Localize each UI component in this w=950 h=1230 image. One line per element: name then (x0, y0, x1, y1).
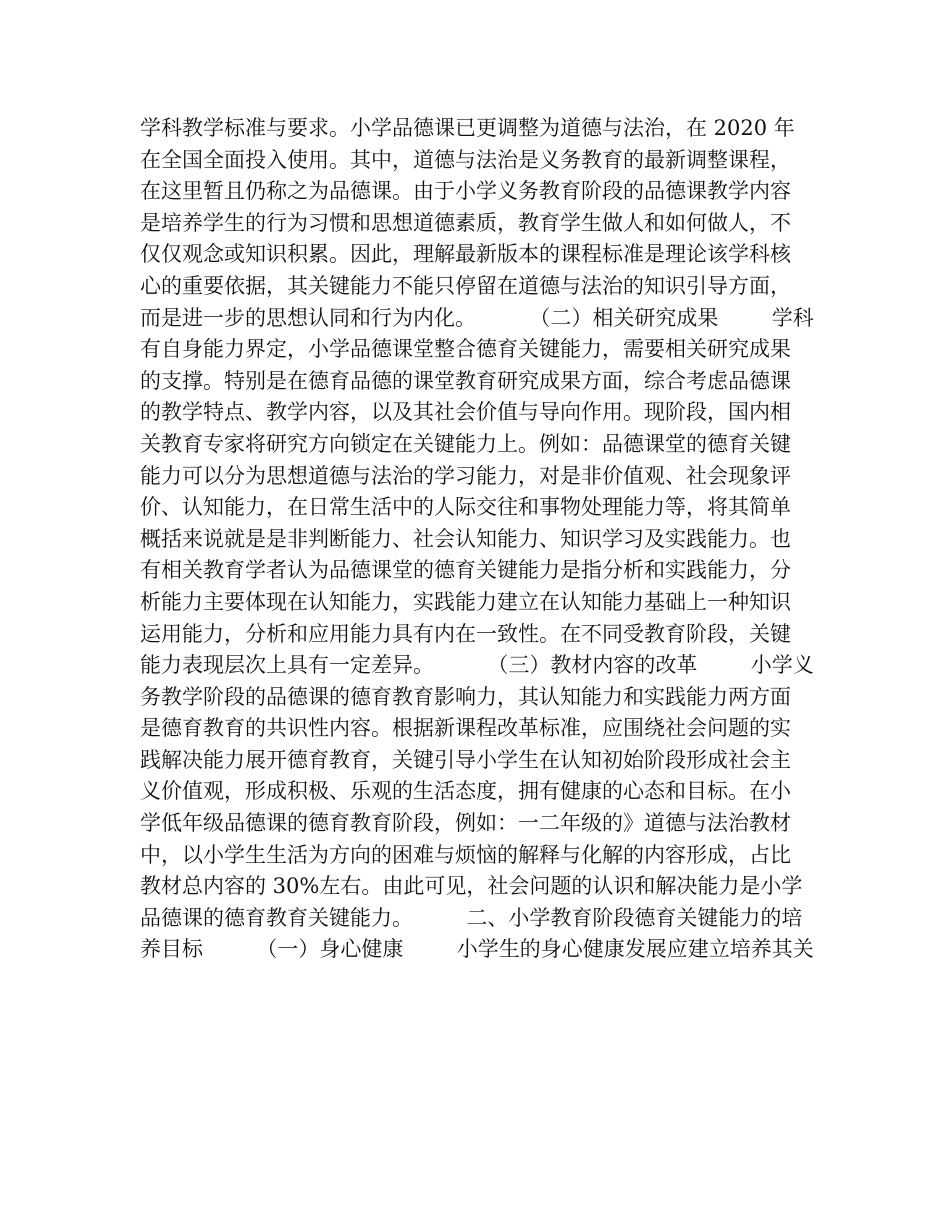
text-line-5: 仅仅观念或知识积累。因此，理解最新版本的课程标准是理论该学科核 (140, 242, 791, 267)
text-line-6: 心的重要依据，其关键能力不能只停留在道德与法治的知识引导方面， (140, 273, 791, 298)
text-line-19: 务教学阶段的品德课的德育教育影响力，其认知能力和实践能力两方面 (140, 684, 791, 709)
text-line-13: 价、认知能力，在日常生活中的人际交往和事物处理能力等，将其简单 (140, 495, 791, 520)
text-line-7: 而是进一步的思想认同和行为内化。 （二）相关研究成果 学科 (140, 305, 814, 330)
text-line-14: 概括来说就是是非判断能力、社会认知能力、知识学习及实践能力。也 (140, 526, 791, 551)
text-line-20: 是德育教育的共识性内容。根据新课程改革标准，应围绕社会问题的实 (140, 716, 791, 741)
text-line-1: 学科教学标准与要求。小学品德课已更调整为道德与法治，在 2020 年 (140, 116, 795, 140)
text-line-11: 关教育专家将研究方向锁定在关键能力上。例如：品德课堂的德育关键 (140, 431, 791, 456)
text-line-10: 的教学特点、教学内容，以及其社会价值与导向作用。现阶段，国内相 (140, 400, 791, 425)
text-line-23: 学低年级品德课的德育教育阶段，例如：一二年级的》道德与法治教材 (140, 811, 791, 836)
text-line-16: 析能力主要体现在认知能力，实践能力建立在认知能力基础上一种知识 (140, 589, 791, 614)
text-line-15: 有相关教育学者认为品德课堂的德育关键能力是指分析和实践能力，分 (140, 558, 791, 583)
text-line-9: 的支撑。特别是在德育品德的课堂教育研究成果方面，综合考虑品德课 (140, 368, 791, 393)
text-line-12: 能力可以分为思想道德与法治的学习能力，对是非价值观、社会现象评 (140, 463, 791, 488)
text-line-2: 在全国全面投入使用。其中，道德与法治是义务教育的最新调整课程， (140, 147, 791, 172)
text-line-21: 践解决能力展开德育教育，关键引导小学生在认知初始阶段形成社会主 (140, 747, 791, 772)
text-line-22: 义价值观，形成积极、乐观的生活态度，拥有健康的心态和目标。在小 (140, 779, 791, 804)
text-line-25: 教材总内容的 30%左右。由此可见，社会问题的认识和解决能力是小学 (140, 874, 803, 899)
text-line-17: 运用能力，分析和应用能力具有内在一致性。在不同受教育阶段，关键 (140, 621, 791, 646)
body-text (140, 113, 820, 966)
text-line-8: 有自身能力界定，小学品德课堂整合德育关键能力，需要相关研究成果 (140, 337, 791, 362)
text-line-26: 品德课的德育教育关键能力。 二、小学教育阶段德育关键能力的培 (140, 905, 803, 930)
text-line-3: 在这里暂且仍称之为品德课。由于小学义务教育阶段的品德课教学内容 (140, 179, 791, 204)
text-line-18: 能力表现层次上具有一定差异。 （三）教材内容的改革 小学义 (140, 653, 814, 678)
text-line-24: 中，以小学生生活为方向的困难与烦恼的解释与化解的内容形成，占比 (140, 842, 791, 867)
text-line-27: 养目标 （一）身心健康 小学生的身心健康发展应建立培养其关 (140, 937, 814, 962)
text-line-4: 是培养学生的行为习惯和思想道德素质，教育学生做人和如何做人，不 (140, 210, 791, 235)
